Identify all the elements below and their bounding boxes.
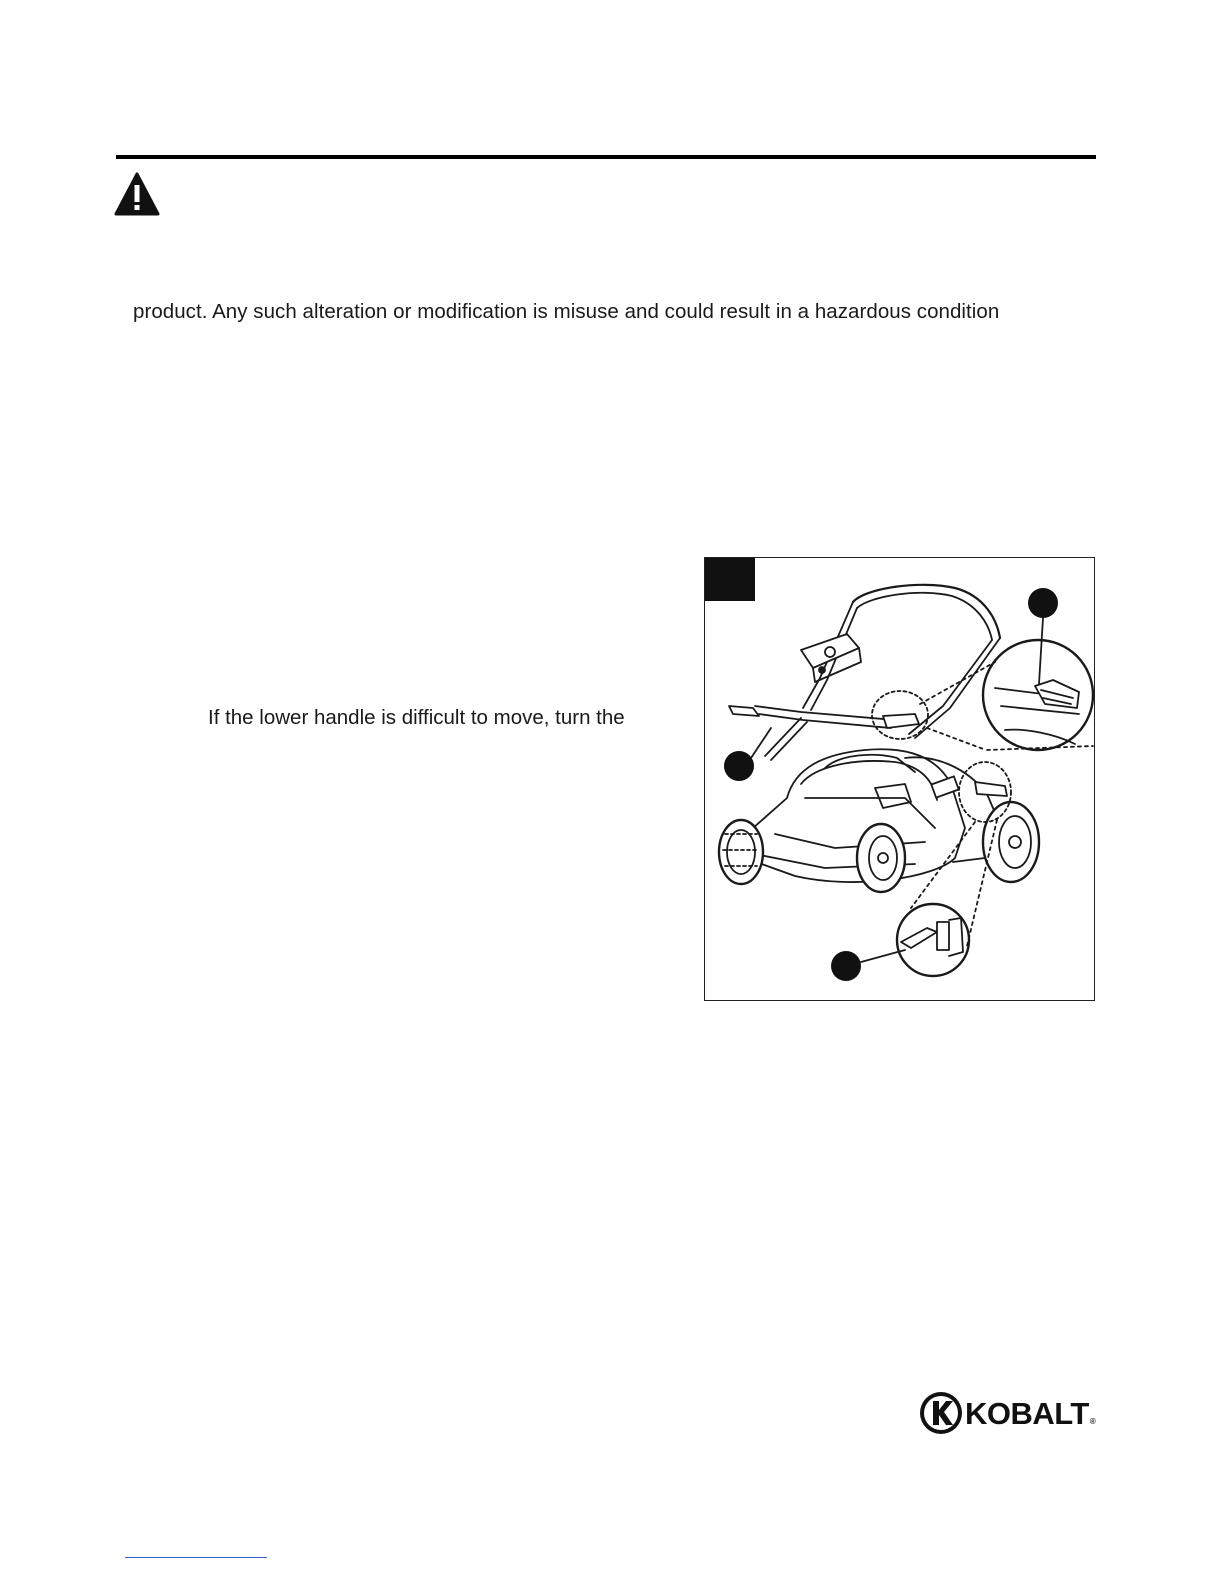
registered-mark: ® — [1089, 1417, 1096, 1426]
footer-link-underline[interactable] — [125, 1557, 267, 1558]
mower-illustration — [705, 558, 1095, 1001]
kobalt-k-emblem-icon — [918, 1390, 964, 1436]
brand-name: KOBALT — [965, 1395, 1089, 1431]
warning-triangle-icon — [114, 172, 160, 216]
kobalt-logo — [918, 1390, 1096, 1436]
mower-figure — [704, 557, 1095, 1001]
section-divider — [116, 155, 1096, 159]
warning-text: product. Any such alteration or modification is misuse and could result in a hazardous condition — [133, 300, 1000, 323]
lower-handle-instruction: If the lower handle is difficult to move, turn the — [208, 706, 625, 729]
